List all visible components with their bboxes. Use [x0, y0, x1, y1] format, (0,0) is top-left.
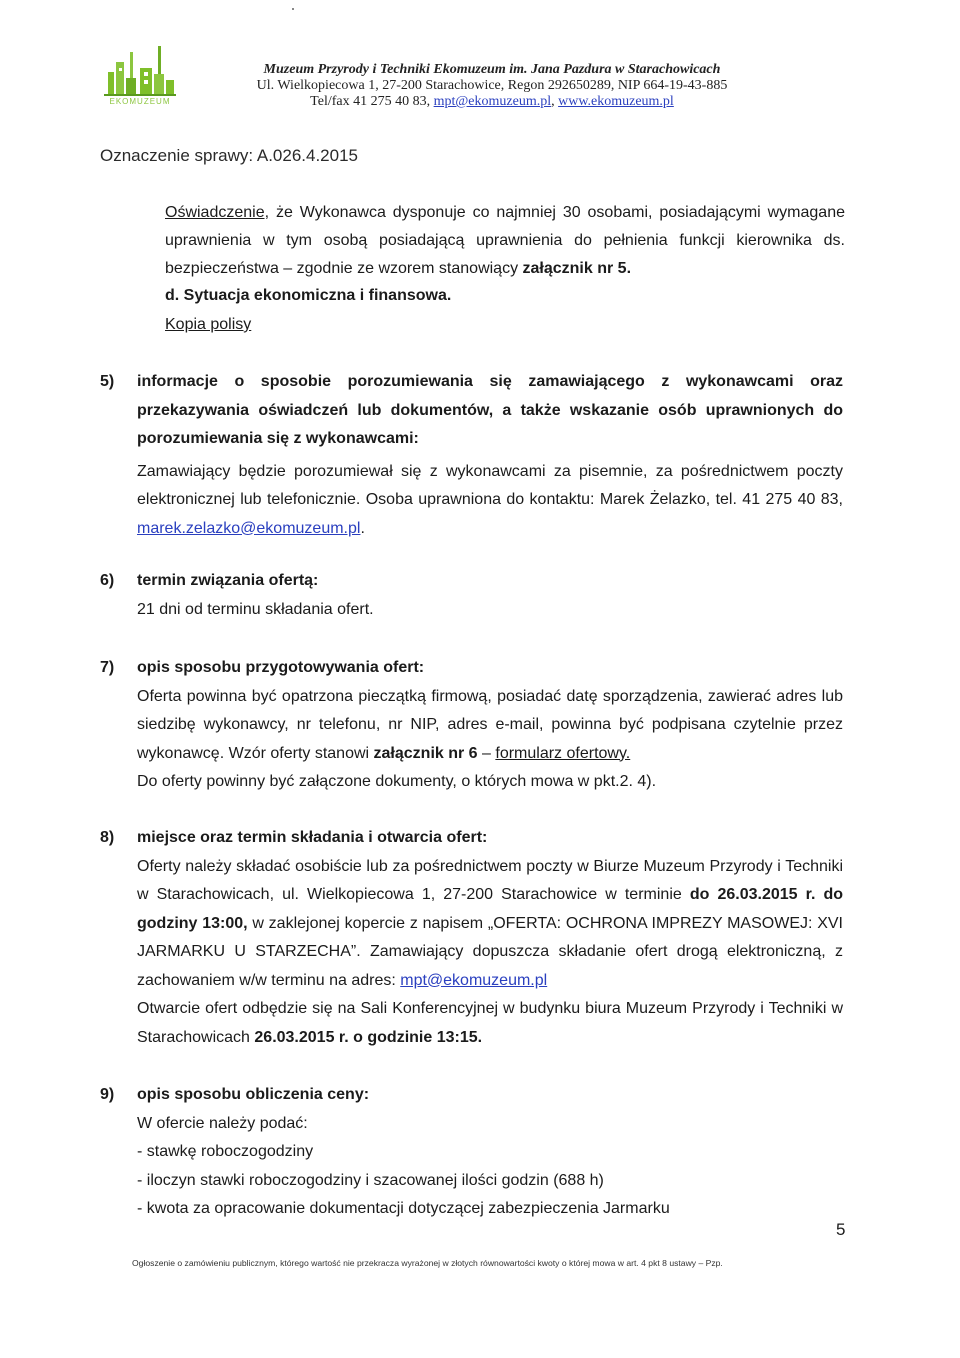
section-7: [137, 654, 843, 797]
section-9: [137, 1081, 843, 1224]
logo-text: EKOMUZEUM: [109, 97, 171, 106]
opening-date: 26.03.2015 r. o godzinie 13:15.: [254, 1028, 483, 1046]
opening-text: Otwarcie ofert odbędzie się na Sali Konferencyjnej w budynku biura Muzeum Przyrody i Techniki w Starachowicach: [137, 1000, 843, 1046]
dash: –: [477, 744, 496, 762]
scan-speck: [292, 8, 294, 10]
list-item: W ofercie należy podać:: [137, 1114, 308, 1132]
section-heading: miejsce oraz termin składania i otwarcia ofert:: [137, 829, 488, 846]
section-number: 5): [100, 373, 115, 390]
section-heading: opis sposobu przygotowywania ofert:: [137, 659, 425, 676]
phone-fax: Tel/fax 41 275 40 83,: [310, 94, 434, 109]
deadline: do 26.03.2015 r. do godziny 13:00,: [137, 886, 844, 932]
submission-email-link[interactable]: mpt@ekomuzeum.pl: [400, 971, 548, 989]
policy-link[interactable]: Kopia polisy: [165, 316, 252, 333]
body-tail: .: [360, 519, 365, 537]
section-body: [137, 683, 843, 769]
body-text: Oferta powinna być opatrzona pieczątką firmową, posiadać datę sporządzenia, zawierać adres lub siedzibę wykonawcy, nr telefonu, nr NIP, adres e-mail, powinna być podpisana czytelnie przez wykonawcę. Wzór oferty stanowi: [137, 687, 843, 762]
separator: ,: [551, 94, 559, 109]
section-number: 7): [100, 659, 115, 676]
case-reference: Oznaczenie sprawy: A.026.4.2015: [100, 146, 358, 165]
statement-link[interactable]: Oświadczenie,: [165, 204, 270, 221]
list-item: - iloczyn stawki roboczogodziny i szacowanej ilości godzin (688 h): [137, 1171, 604, 1189]
section-5: [137, 368, 843, 543]
section-body: [137, 853, 843, 996]
section-number: 9): [100, 1086, 115, 1103]
attachment-6: załącznik nr 6: [373, 744, 478, 762]
page-number: 5: [836, 1220, 846, 1239]
offer-form-link[interactable]: formularz ofertowy.: [495, 744, 631, 762]
museum-name: Muzeum Przyrody i Techniki Ekomuzeum im. Jana Pazdura w Starachowicach: [263, 62, 721, 77]
subsection-heading: d. Sytuacja ekonomiczna i finansowa.: [165, 287, 452, 304]
section-body-2: [137, 995, 843, 1052]
section-body: [137, 458, 843, 544]
list-item: - kwota za opracowanie dokumentacji dotyczącej zabezpieczenia Jarmarku: [137, 1200, 670, 1217]
section-body: 21 dni od terminu składania ofert.: [137, 600, 374, 618]
statement-text: że Wykonawca dysponuje co najmniej 30 osobami, posiadającymi wymagane uprawnienia w tym osobą posiadającą uprawnienia do pełnienia funkcji kierownika ds. bezpieczeństwa – zgodnie ze wzorem stanowiący: [165, 204, 845, 277]
letterhead: [232, 62, 752, 110]
website-link[interactable]: www.ekomuzeum.pl: [558, 94, 674, 109]
section-number: 6): [100, 572, 115, 589]
attachment-5: załącznik nr 5.: [522, 260, 632, 277]
email-link[interactable]: mpt@ekomuzeum.pl: [433, 94, 552, 109]
museum-logo: [100, 42, 180, 108]
section-heading: opis sposobu obliczenia ceny:: [137, 1086, 370, 1103]
body-text: Oferty należy składać osobiście lub za pośrednictwem poczty w Biurze Muzeum Przyrody i Techniki w Starachowicach, ul. Wielkopiecowa 1, 27-200 Starachowice w terminie: [137, 857, 843, 903]
page-footer: Ogłoszenie o zamówieniu publicznym, którego wartość nie przekracza wyrażonej w złotych równowartości kwoty o której mowa w art. 4 pkt 8 ustawy – Pzp.: [132, 1258, 723, 1268]
section-number: 8): [100, 829, 115, 846]
contact-email-link[interactable]: marek.zelazko@ekomuzeum.pl: [137, 519, 361, 537]
section-8: [137, 824, 843, 1052]
section-body-2: Do oferty powinny być załączone dokumenty, o których mowa w pkt.2. 4).: [137, 773, 657, 790]
body-text-2: w zaklejonej kopercie z napisem „OFERTA: OCHRONA IMPREZY MASOWEJ: XVI JARMARKU U STARZECHA”. Zamawiający dopuszcza składanie ofert drogą elektroniczną, z zachowaniem w/w terminu na adres:: [137, 914, 844, 989]
body-text: Zamawiający będzie porozumiewał się z wykonawcami za pisemnie, za pośrednictwem poczty elektronicznej lub telefonicznie. Osoba uprawniona do kontaktu: Marek Żelazko, tel. 41 275 40 83,: [137, 462, 843, 508]
section-heading: informacje o sposobie porozumiewania się zamawiającego z wykonawcami oraz przekazywania oświadczeń lub dokumentów, a także wskazanie osób uprawnionych do porozumiewania się z wykonawcami:: [137, 373, 843, 447]
list-item: - stawkę roboczogodziny: [137, 1143, 314, 1160]
museum-contact: [232, 94, 752, 110]
section-6: [137, 567, 843, 624]
museum-address: Ul. Wielkopiecowa 1, 27-200 Starachowice, Regon 292650289, NIP 664-19-43-885: [256, 78, 728, 93]
statement-paragraph: [165, 199, 845, 283]
section-heading: termin związania ofertą:: [137, 572, 319, 589]
